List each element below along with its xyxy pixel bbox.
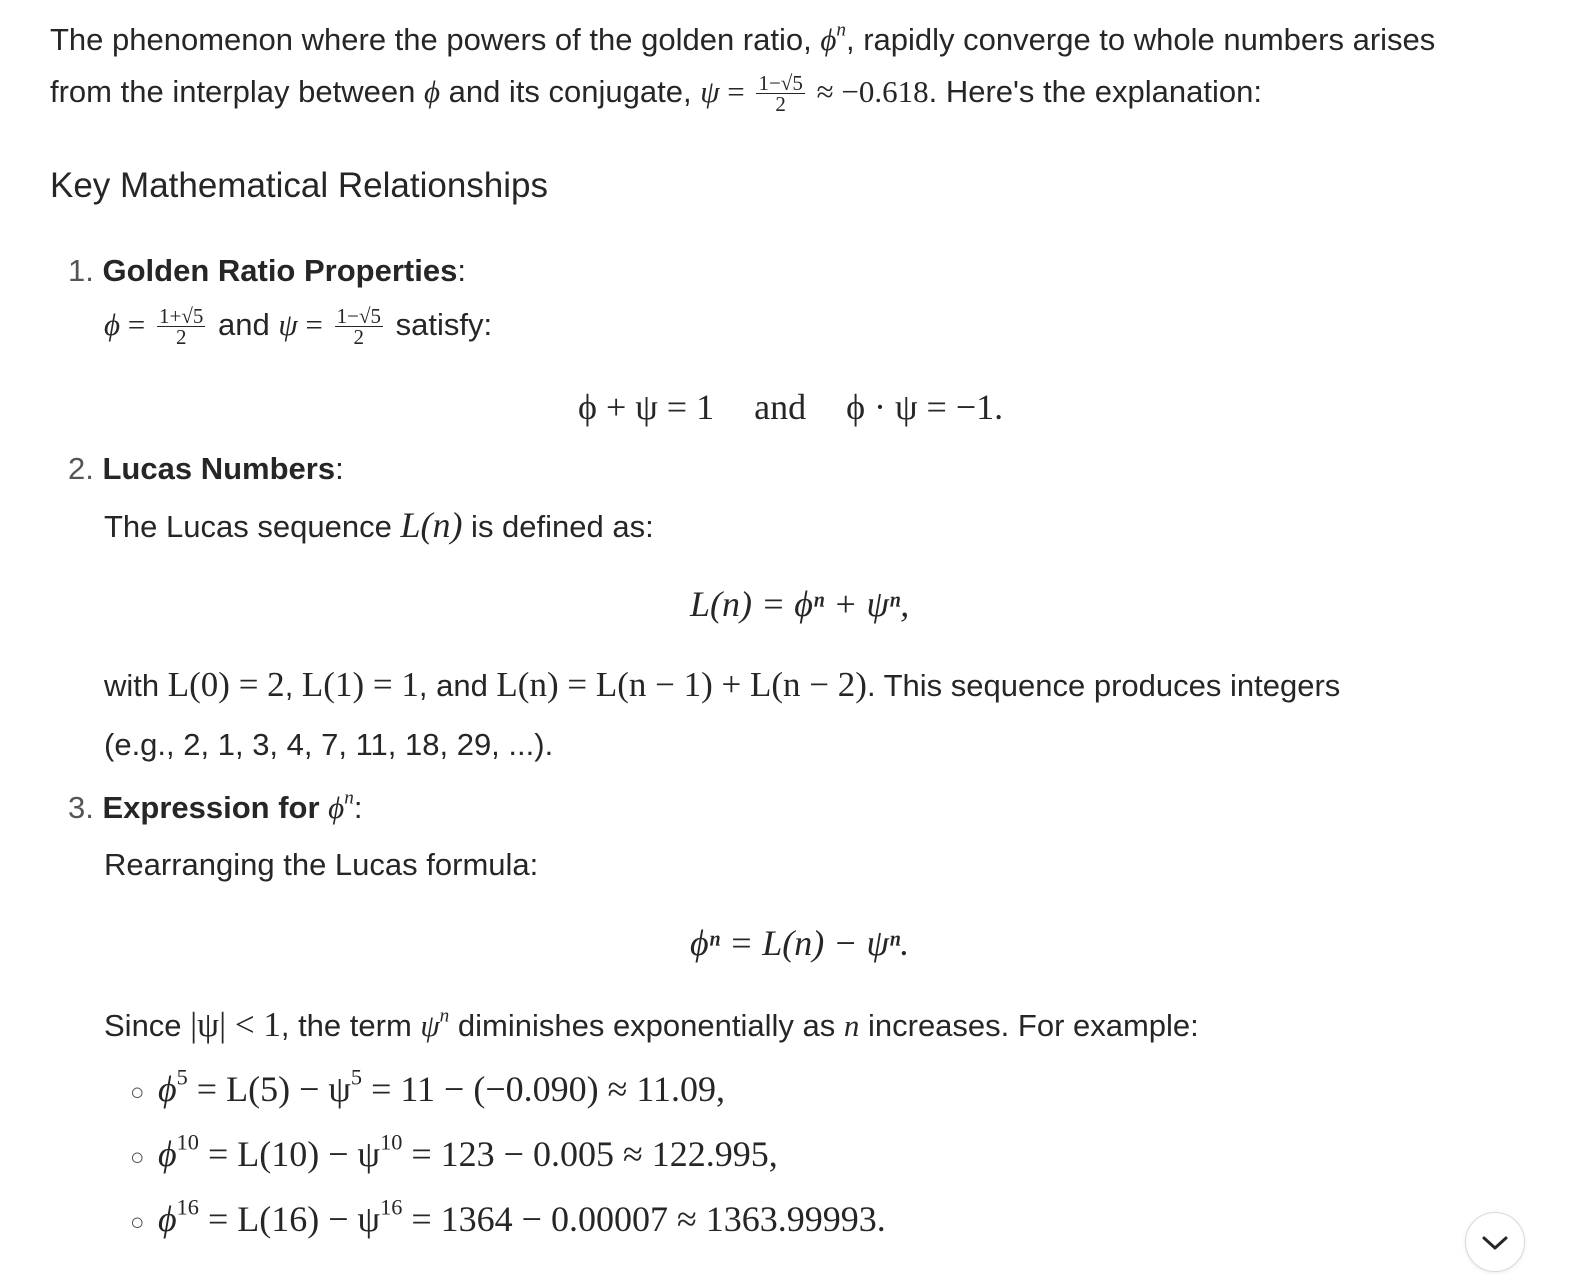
bullet-icon: ○ [130,1209,145,1236]
bullet-icon: ○ [130,1079,145,1106]
fraction: $\frac{1-√5}{2}$ [336,304,381,350]
bullet-icon: ○ [130,1144,145,1171]
display-equation-2: L(n) = ϕⁿ + ψⁿ, [690,584,910,624]
section-heading: Key Mathematical Relationships [50,166,549,205]
list-item-2-title: 2. Lucas Numbers: [68,451,344,486]
fraction: $\frac{1+√5}{2}$ [159,304,204,350]
intro-line-1: The phenomenon where the powers of the golden ratio, $\phi^n$, rapidly converge to whole numbers arises [50,19,1436,57]
list-item-3-intro: Rearranging the Lucas formula: [104,847,539,882]
chevron-down-icon [1481,1230,1509,1254]
list-item-2-examples: (e.g., 2, 1, 3, 4, 7, 11, 18, 29, ...). [104,727,554,762]
fraction: $\frac{1-√5}{2}$ [758,71,803,117]
example-row: $\phi^{10} = L(10) - \psi^{10} = 123 - 0.005 \approx 122.995$, [158,1129,778,1174]
list-item-3-since: Since |ψ| < 1, the term $\psi^n$ diminishes exponentially as n increases. For example: [104,1005,1199,1044]
example-row: $\phi^5 = L(5) - \psi^5 = 11 - (-0.090) \approx 11.09$, [158,1064,726,1109]
display-equation-1: ϕ + ψ = 1 and ϕ · ψ = −1. [578,387,1004,427]
intro-line-2: from the interplay between ϕ and its conjugate, ψ = $\frac{1-√5}{2}$ ≈ −0.618. Here's the explanation: [50,71,1262,117]
list-item-3-title: 3. Expression for $\phi^n$: [68,787,363,825]
list-item-2-recurrence: with L(0) = 2, L(1) = 1, and L(n) = L(n − 1) + L(n − 2). This sequence produces integers [104,665,1341,704]
display-equation-3: ϕⁿ = L(n) − ψⁿ. [690,923,910,963]
list-item-1-definition: ϕ = $\frac{1+√5}{2}$ and ψ = $\frac{1-√5}{2}$ satisfy: [104,304,493,350]
scroll-down-button[interactable] [1465,1212,1525,1272]
list-item-1-title: 1. Golden Ratio Properties: [68,253,466,288]
example-row: $\phi^{16} = L(16) - \psi^{16} = 1364 - 0.00007 \approx 1363.99993$. [158,1194,886,1239]
list-item-2-intro: The Lucas sequence L(n) is defined as: [104,505,654,545]
